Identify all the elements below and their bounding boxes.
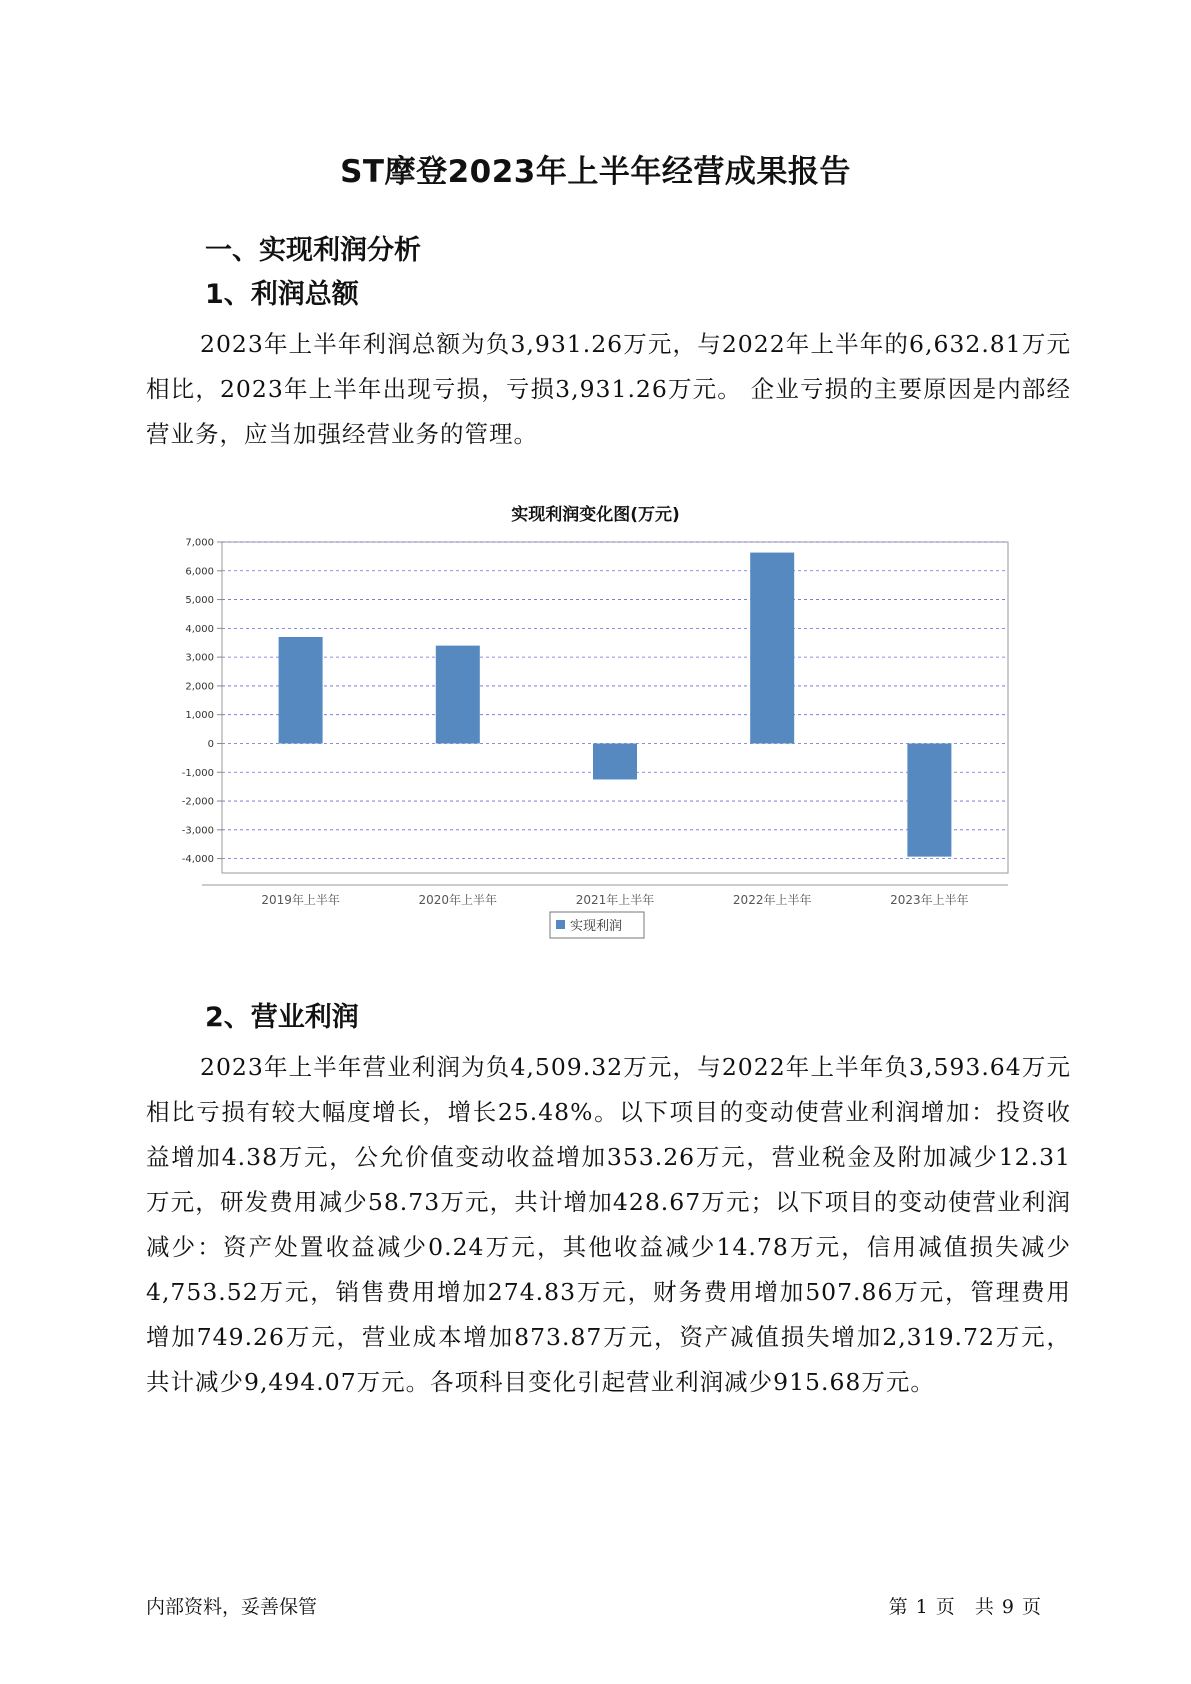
footer-confidential-note: 内部资料，妥善保管 — [146, 1596, 318, 1618]
bar — [593, 743, 637, 779]
y-tick-label: -4,000 — [181, 854, 214, 866]
x-tick-label: 2020年上半年 — [418, 893, 498, 907]
chart-title: 实现利润变化图(万元) — [511, 505, 680, 525]
y-tick-label: 5,000 — [185, 595, 214, 607]
subsection-heading-total-profit: 1、利润总额 — [205, 279, 359, 310]
total-number: 9 — [1001, 1596, 1014, 1618]
page-number: 1 — [915, 1596, 928, 1618]
x-tick-label: 2023年上半年 — [890, 893, 969, 907]
legend-swatch — [556, 920, 565, 929]
x-tick-label: 2022年上半年 — [732, 893, 812, 907]
paragraph-operating-profit: 2023年上半年营业利润为负4,509.32万元，与2022年上半年负3,593.64万元相比亏损有较大幅度增长，增长25.48%。以下项目的变动使营业利润增加：投资收益增加4.38万元，公允价值变动收益增加353.26万元，营业税金及附加减少12.31万元，研发费用减少58.73万元，共计增加428.67万元；以下项目的变动使营业利润减少：资产处置收益减少0.24万元，其他收益减少14.78万元，信用减值损失减少4,753.52万元，销售费用增加274.83万元，财务费用增加507.86万元，管理费用增加749.26万元，营业成本增加873.87万元，资产减值损失增加2,319.72万元，共计减少9,494.07万元。各项科目变化引起营业利润减少915.68万元。 — [146, 1053, 1071, 1396]
paragraph-total-profit: 2023年上半年利润总额为负3,931.26万元，与2022年上半年的6,632.81万元相比，2023年上半年出现亏损，亏损3,931.26万元。 企业亏损的主要原因是内部经营业务，应当加强经营业务的管理。 — [146, 330, 1071, 448]
y-tick-label: 6,000 — [185, 566, 214, 578]
total-prefix: 共 — [974, 1596, 994, 1618]
page-unit: 页 — [935, 1596, 955, 1618]
y-tick-label: 3,000 — [185, 652, 214, 664]
y-tick-label: -2,000 — [181, 796, 214, 808]
report-title: ST摩登2023年上半年经营成果报告 — [340, 154, 851, 190]
y-tick-label: -3,000 — [181, 825, 214, 837]
section-heading-profit-analysis: 一、实现利润分析 — [205, 235, 421, 266]
y-tick-label: 7,000 — [185, 537, 214, 549]
subsection-heading-operating-profit: 2、营业利润 — [205, 1002, 359, 1033]
y-tick-label: 4,000 — [185, 623, 214, 635]
x-tick-label: 2021年上半年 — [575, 893, 655, 907]
page-prefix: 第 — [888, 1596, 908, 1618]
x-tick-label: 2019年上半年 — [261, 893, 340, 907]
y-tick-label: 2,000 — [185, 681, 214, 693]
footer-page-info — [885, 1592, 1045, 1619]
y-tick-label: 1,000 — [185, 710, 214, 722]
plot-frame — [222, 542, 1008, 873]
legend-label: 实现利润 — [570, 919, 623, 934]
y-tick-label: 0 — [207, 738, 214, 750]
y-tick-label: -1,000 — [181, 767, 214, 779]
profit-bar-chart — [160, 530, 1040, 950]
bar — [279, 637, 323, 743]
bar — [907, 743, 951, 856]
bar — [436, 646, 480, 744]
total-unit: 页 — [1021, 1596, 1041, 1618]
bar — [750, 553, 794, 744]
